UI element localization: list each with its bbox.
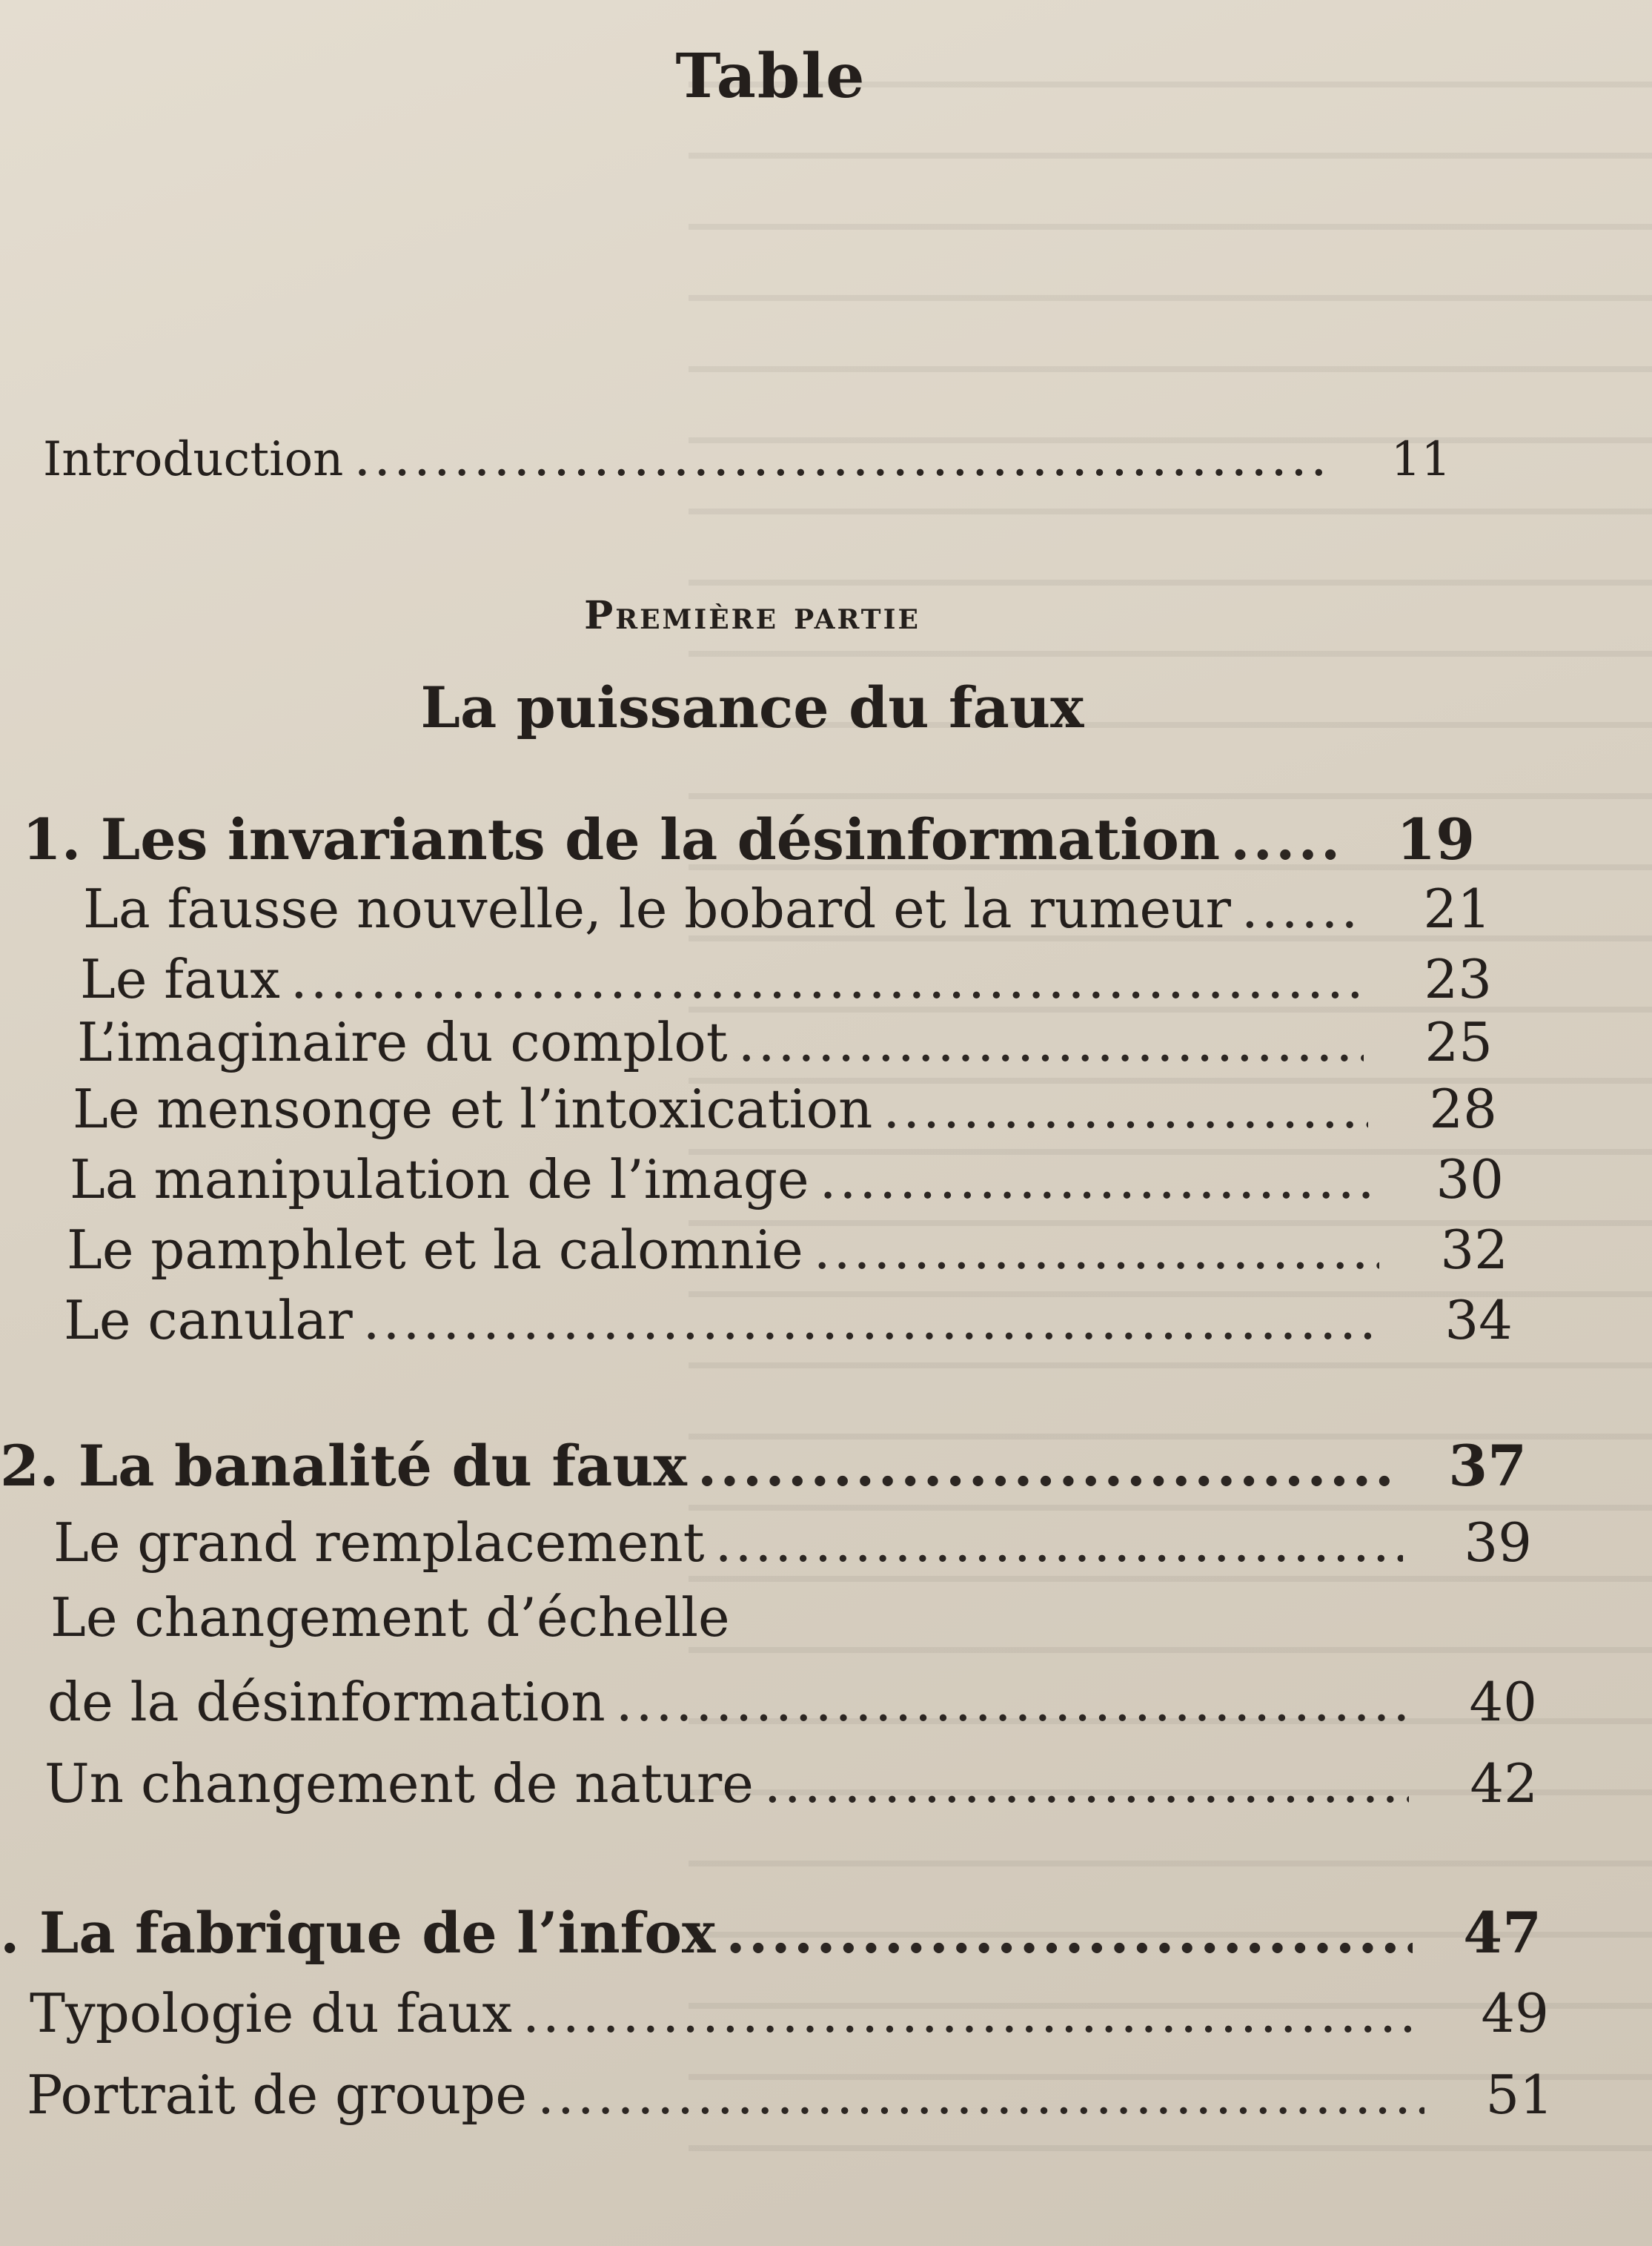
leader-dots	[814, 1223, 1379, 1276]
toc-entry-label: Introduction	[43, 432, 344, 487]
toc-section-label: La fausse nouvelle, le bobard et la rumeur	[83, 878, 1231, 940]
leader-dots	[363, 1293, 1384, 1347]
toc-section-label: Le mensonge et l’intoxication	[73, 1078, 873, 1140]
toc-page-number: 42	[1470, 1752, 1538, 1815]
toc-section[interactable]	[64, 1289, 1513, 1351]
toc-section[interactable]	[67, 1219, 1508, 1281]
toc-chapter-label: . La fabrique de l’infox	[0, 1900, 716, 1966]
toc-page-number: 28	[1429, 1078, 1497, 1140]
toc-page-number: 39	[1464, 1511, 1532, 1574]
toc-page-number: 51	[1485, 2064, 1553, 2126]
toc-section[interactable]	[30, 1982, 1549, 2044]
toc-section-label: Un changement de nature	[44, 1752, 754, 1815]
toc-section-label: Le pamphlet et la calomnie	[67, 1219, 803, 1281]
toc-section[interactable]	[70, 1148, 1504, 1210]
leader-dots	[697, 1438, 1398, 1494]
toc-page-number: 40	[1469, 1671, 1537, 1733]
leader-dots	[616, 1675, 1408, 1729]
toc-page-number: 49	[1481, 1982, 1549, 2044]
toc-section-label: Le grand remplacement	[53, 1511, 705, 1574]
toc-section[interactable]	[27, 2064, 1553, 2126]
toc-page-number: 37	[1448, 1433, 1527, 1499]
toc-chapter-1[interactable]	[22, 806, 1475, 872]
leader-dots	[726, 1905, 1413, 1961]
toc-section[interactable]	[47, 1671, 1537, 1733]
toc-section[interactable]	[83, 878, 1491, 940]
toc-section-label: de la désinformation	[47, 1671, 606, 1733]
toc-page-number: 30	[1436, 1148, 1504, 1210]
toc-page-number: 21	[1423, 878, 1491, 940]
toc-section-label: L’imaginaire du complot	[77, 1011, 728, 1073]
toc-page-number: 11	[1390, 432, 1451, 487]
leader-dots	[354, 430, 1322, 483]
leader-dots	[291, 953, 1363, 1006]
toc-section-label: Portrait de groupe	[27, 2064, 527, 2126]
toc-chapter-label: 2. La banalité du faux	[0, 1433, 687, 1499]
leader-dots	[1230, 812, 1346, 868]
toc-section[interactable]	[53, 1511, 1532, 1574]
toc-section-label: Le faux	[80, 948, 280, 1010]
toc-chapter-3[interactable]	[0, 1900, 1542, 1966]
toc-section-label: Typologie du faux	[30, 1982, 513, 2044]
toc-section[interactable]	[80, 948, 1492, 1010]
toc-section[interactable]	[44, 1752, 1538, 1815]
toc-section-label-line1: Le changement d’échelle	[50, 1586, 730, 1649]
leader-dots	[523, 1987, 1420, 2040]
toc-page-number: 25	[1424, 1011, 1493, 1073]
toc-page-number: 47	[1463, 1900, 1542, 1966]
leader-dots	[738, 1016, 1364, 1069]
toc-page-number: 19	[1396, 806, 1475, 872]
toc-page-number: 32	[1440, 1219, 1508, 1281]
leader-dots	[820, 1153, 1375, 1206]
leader-dots	[764, 1757, 1409, 1810]
toc-section[interactable]	[77, 1011, 1493, 1073]
part-label: Première partie	[584, 593, 920, 638]
part-title: La puissance du faux	[420, 675, 1084, 741]
toc-page-number: 34	[1444, 1289, 1513, 1351]
toc-section-label: La manipulation de l’image	[70, 1148, 809, 1210]
toc-chapter-2[interactable]	[0, 1433, 1527, 1499]
page-title: Table	[675, 41, 866, 112]
leader-dots	[883, 1082, 1368, 1136]
toc-section[interactable]	[73, 1078, 1497, 1140]
toc-page-number: 23	[1424, 948, 1492, 1010]
toc-chapter-label: 1. Les invariants de la désinformation	[22, 806, 1221, 872]
toc-section-label: Le canular	[64, 1289, 353, 1351]
leader-dots	[715, 1516, 1403, 1569]
leader-dots	[1241, 882, 1362, 935]
toc-entry-introduction[interactable]	[43, 430, 1451, 487]
leader-dots	[537, 2068, 1424, 2121]
